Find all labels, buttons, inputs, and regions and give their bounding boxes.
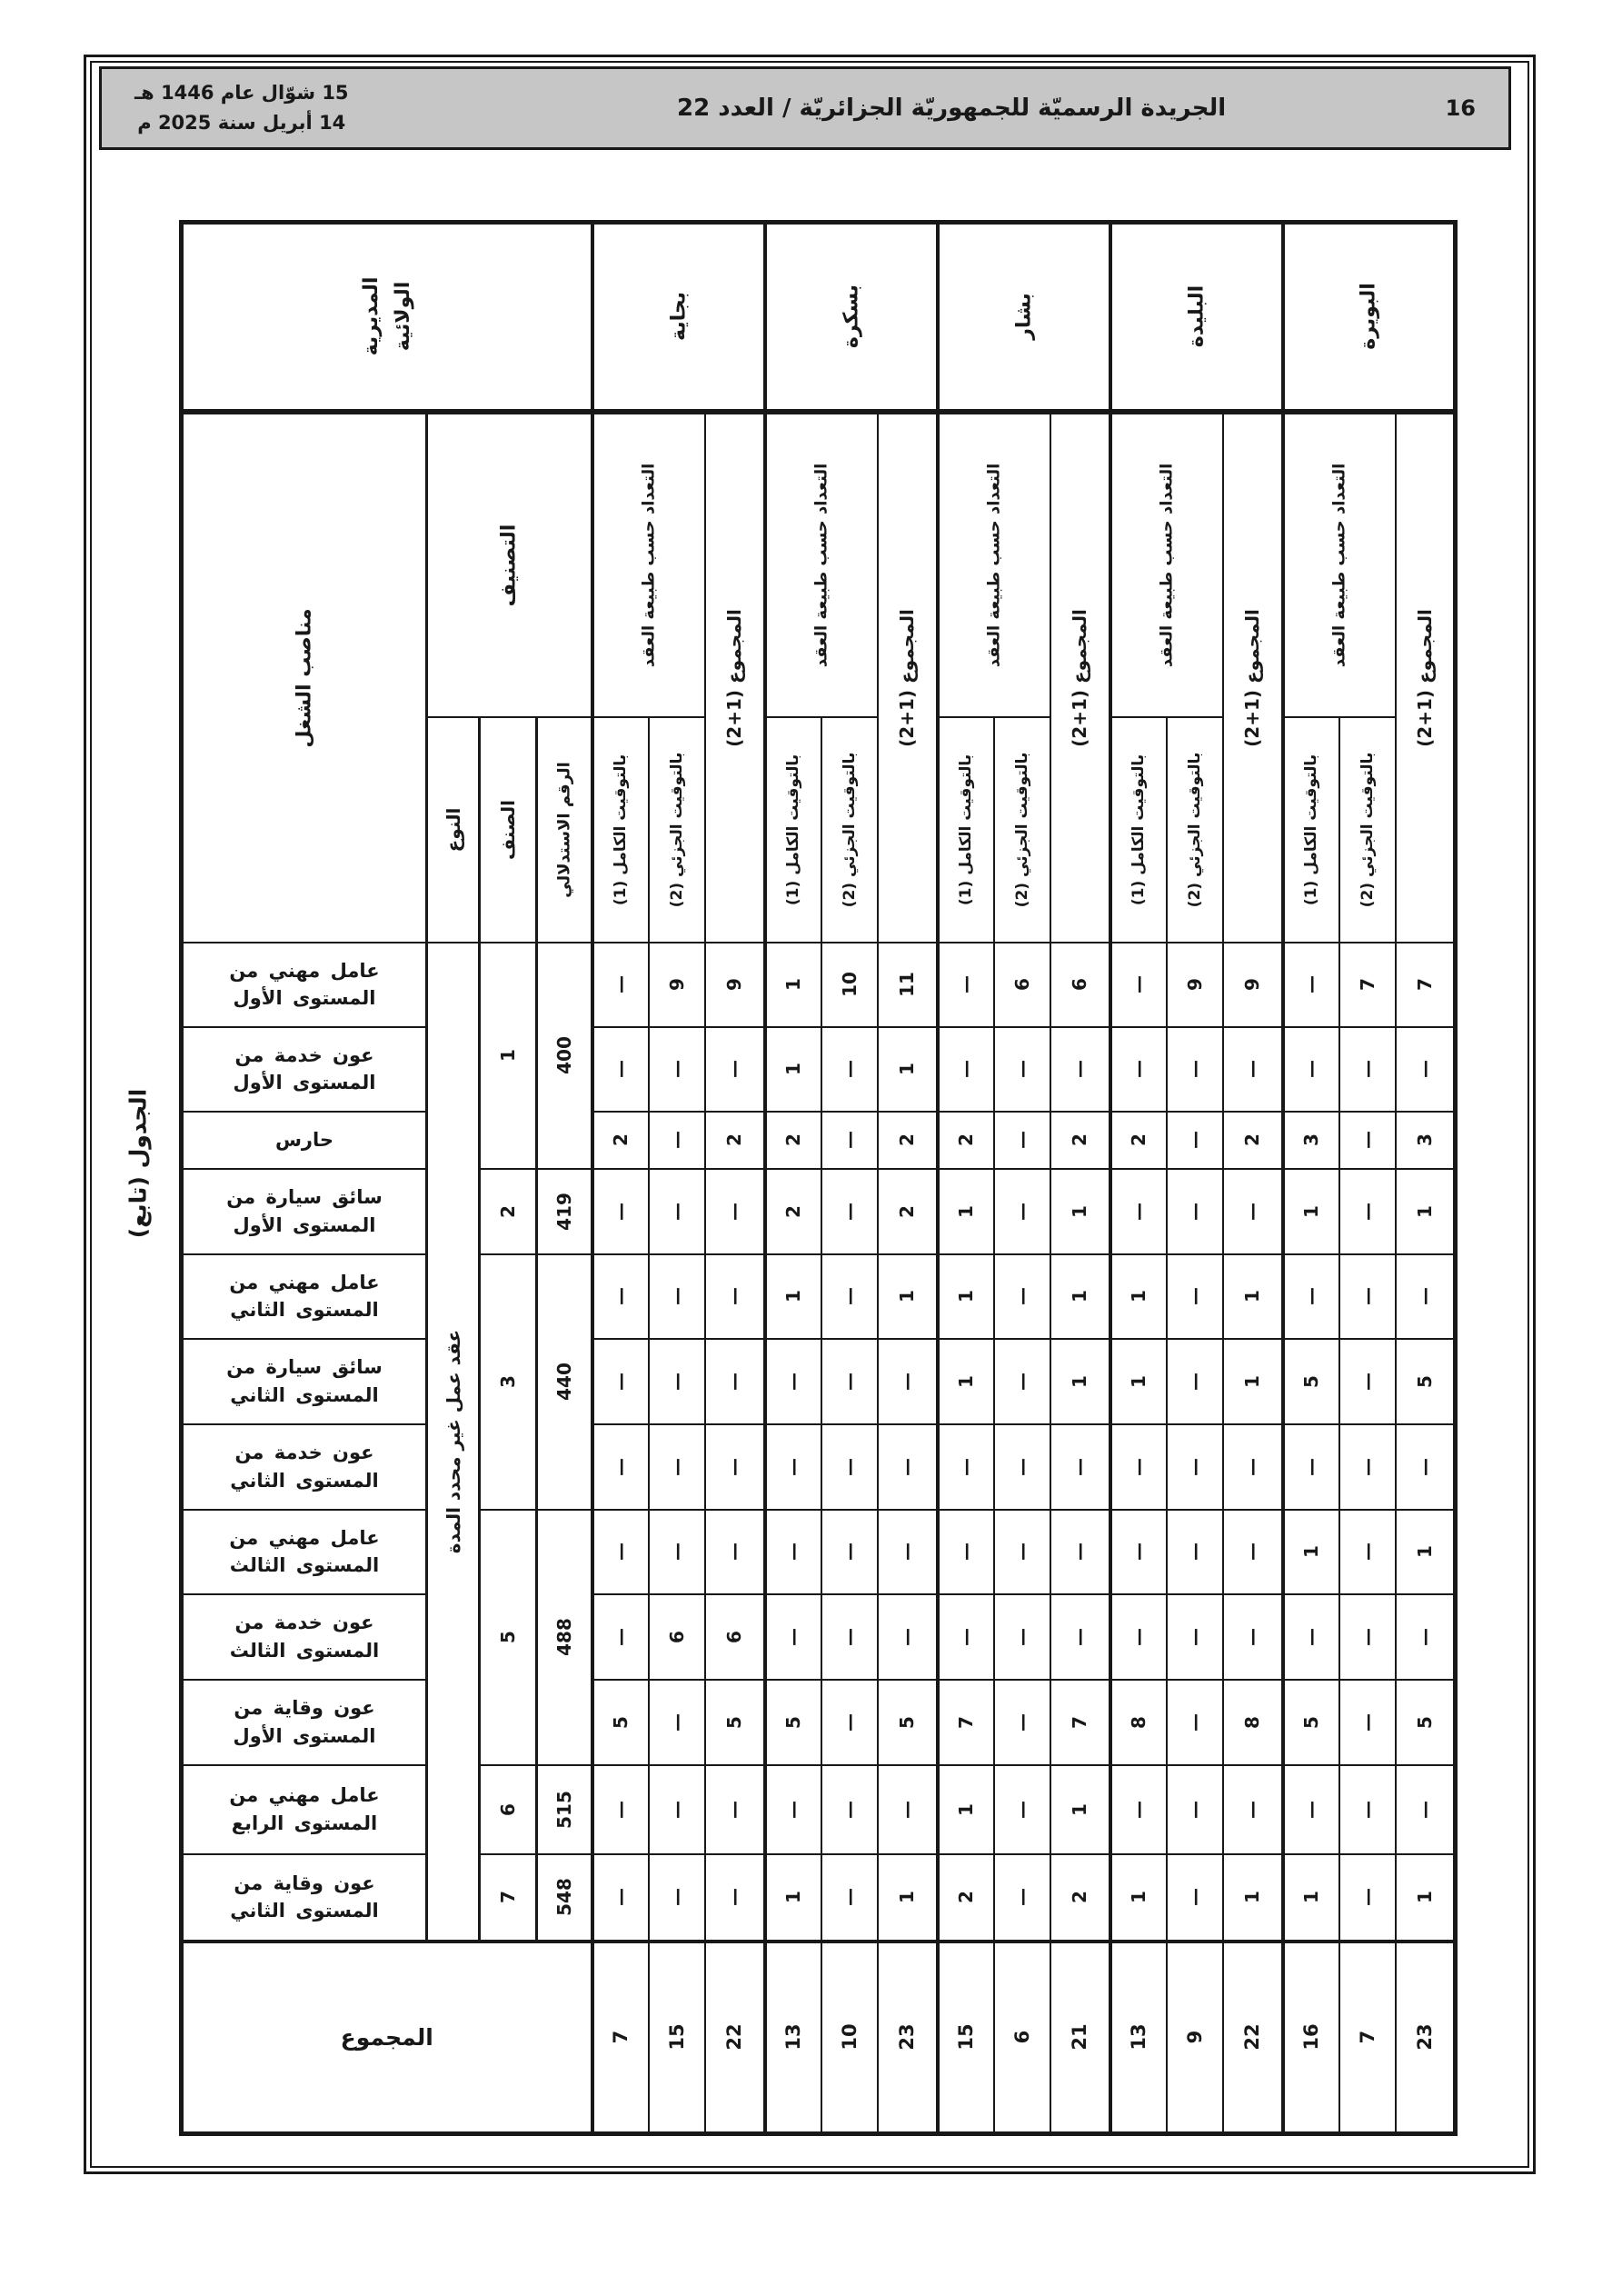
value-cell: — (1167, 1854, 1223, 1942)
value-cell: — (705, 1027, 765, 1112)
value-cell: 2 (705, 1112, 765, 1169)
margin-note: الجدول (تابع) (124, 1088, 152, 1239)
value-cell: — (1283, 1424, 1339, 1510)
table-row (182, 1027, 1456, 1112)
value-cell: 6 (1050, 943, 1110, 1027)
value-cell: 2 (1223, 1112, 1283, 1169)
value-cell: — (1167, 1112, 1223, 1169)
count-by-contract-header-cell: التعداد حسب طبيعة العقد (765, 412, 878, 717)
header-row-groups (182, 412, 1456, 717)
value-cell: — (1339, 1112, 1396, 1169)
value-cell: — (1339, 1339, 1396, 1424)
value-cell: 7 (938, 1680, 994, 1765)
value-cell: 2 (878, 1169, 938, 1254)
journal-title: الجريدة الرسميّة للجمهوريّة الجزائريّة / العدد 22 (677, 95, 1227, 122)
value-cell: — (1167, 1254, 1223, 1339)
value-cell: — (994, 1254, 1050, 1339)
value-cell: — (821, 1027, 878, 1112)
total-value-cell: 13 (1110, 1942, 1167, 2134)
value-cell: — (649, 1680, 705, 1765)
value-cell: 1 (765, 1027, 821, 1112)
category-cell: 5 (480, 1510, 537, 1765)
value-cell: — (1339, 1680, 1396, 1765)
total-1-2-header-cell: المجموع (1+2) (1050, 412, 1110, 943)
staff-table (179, 220, 1458, 2136)
category-cell: 1 (480, 943, 537, 1169)
value-cell: 7 (1396, 943, 1456, 1027)
value-cell: 1 (765, 943, 821, 1027)
value-cell: 1 (938, 1765, 994, 1854)
count-by-contract-header-cell: التعداد حسب طبيعة العقد (592, 412, 705, 717)
value-cell: 2 (1110, 1112, 1167, 1169)
total-label-cell: المجموع (182, 1942, 592, 2134)
value-cell: — (1339, 1027, 1396, 1112)
value-cell: — (821, 1765, 878, 1854)
total-value-cell: 22 (1223, 1942, 1283, 2134)
value-cell: 2 (765, 1169, 821, 1254)
value-cell: — (705, 1510, 765, 1594)
value-cell: — (1283, 1765, 1339, 1854)
value-cell: — (705, 1169, 765, 1254)
value-cell: — (592, 1854, 649, 1942)
value-cell: — (1339, 1594, 1396, 1680)
value-cell: — (1223, 1027, 1283, 1112)
page-number: 16 (1445, 95, 1476, 121)
value-cell: 6 (705, 1594, 765, 1680)
value-cell: 1 (1050, 1254, 1110, 1339)
job-title-cell: سائق سيارة من المستوى الثاني (182, 1339, 427, 1424)
value-cell: — (592, 943, 649, 1027)
value-cell: — (1283, 1254, 1339, 1339)
hijri-date: 15 شوّال عام 1446 هـ (134, 82, 349, 105)
value-cell: — (994, 1339, 1050, 1424)
value-cell: 6 (994, 943, 1050, 1027)
value-cell: — (765, 1765, 821, 1854)
total-1-2-header-cell: المجموع (1+2) (1223, 412, 1283, 943)
value-cell: — (994, 1510, 1050, 1594)
value-cell: — (994, 1112, 1050, 1169)
table-row (182, 1424, 1456, 1510)
value-cell: — (1110, 1594, 1167, 1680)
part-time-header-cell: بالتوقيت الجزئي (2) (994, 717, 1050, 943)
value-cell: — (592, 1254, 649, 1339)
part-time-header-cell: بالتوقيت الجزئي (2) (821, 717, 878, 943)
count-by-contract-header-cell: التعداد حسب طبيعة العقد (1283, 412, 1396, 717)
index-cell: 488 (537, 1510, 592, 1765)
value-cell: — (1223, 1594, 1283, 1680)
value-cell: — (1396, 1594, 1456, 1680)
job-title-cell: عامل مهني من المستوى الرابع (182, 1765, 427, 1854)
value-cell: 2 (1050, 1112, 1110, 1169)
total-value-cell: 21 (1050, 1942, 1110, 2134)
full-time-header-cell: بالتوقيت الكامل (1) (765, 717, 821, 943)
value-cell: — (994, 1027, 1050, 1112)
value-cell: 8 (1110, 1680, 1167, 1765)
value-cell: 1 (765, 1854, 821, 1942)
value-cell: 1 (938, 1339, 994, 1424)
total-value-cell: 13 (765, 1942, 821, 2134)
total-row (182, 1942, 1456, 2134)
table-row (182, 1854, 1456, 1942)
value-cell: — (705, 1339, 765, 1424)
value-cell: 2 (938, 1854, 994, 1942)
value-cell: 7 (1339, 943, 1396, 1027)
value-cell: 9 (649, 943, 705, 1027)
value-cell: 5 (1396, 1680, 1456, 1765)
value-cell: — (1110, 1424, 1167, 1510)
value-cell: — (1396, 1765, 1456, 1854)
value-cell: — (592, 1169, 649, 1254)
value-cell: 2 (878, 1112, 938, 1169)
job-title-cell: عامل مهني من المستوى الثالث (182, 1510, 427, 1594)
value-cell: 1 (765, 1254, 821, 1339)
value-cell: 1 (1283, 1510, 1339, 1594)
value-cell: — (878, 1765, 938, 1854)
full-time-header-cell: بالتوقيت الكامل (1) (592, 717, 649, 943)
category-cell: 3 (480, 1254, 537, 1510)
value-cell: 1 (938, 1169, 994, 1254)
value-cell: — (821, 1594, 878, 1680)
value-cell: — (649, 1169, 705, 1254)
wilaya-header-bejaia: بجاية (592, 223, 765, 412)
value-cell: — (649, 1854, 705, 1942)
index-number-header-cell: الرقم الاستدلالي (537, 717, 592, 943)
total-value-cell: 15 (649, 1942, 705, 2134)
value-cell: — (821, 1254, 878, 1339)
value-cell: 1 (1050, 1765, 1110, 1854)
total-value-cell: 15 (938, 1942, 994, 2134)
value-cell: — (705, 1765, 765, 1854)
value-cell: — (1339, 1254, 1396, 1339)
value-cell: — (765, 1510, 821, 1594)
value-cell: — (878, 1510, 938, 1594)
table-row (182, 1112, 1456, 1169)
total-value-cell: 9 (1167, 1942, 1223, 2134)
contract-type-cell: عقد عمل غير محدد المدة (427, 943, 480, 1942)
value-cell: — (649, 1254, 705, 1339)
wilaya-header-biskra: بسكرة (765, 223, 938, 412)
table-row (182, 1254, 1456, 1339)
count-by-contract-header-cell: التعداد حسب طبيعة العقد (938, 412, 1050, 717)
value-cell: — (821, 1112, 878, 1169)
value-cell: — (878, 1339, 938, 1424)
full-time-header-cell: بالتوقيت الكامل (1) (1110, 717, 1167, 943)
value-cell: 1 (1396, 1854, 1456, 1942)
total-value-cell: 10 (821, 1942, 878, 2134)
value-cell: 1 (1223, 1854, 1283, 1942)
value-cell: — (649, 1424, 705, 1510)
job-title-cell: سائق سيارة من المستوى الأول (182, 1169, 427, 1254)
masthead-dates (134, 78, 349, 137)
directorate-header: المديرية الولائية (359, 276, 414, 356)
value-cell: — (821, 1680, 878, 1765)
classification-header-cell: التصنيف (427, 412, 592, 717)
index-cell: 440 (537, 1254, 592, 1510)
value-cell: 1 (878, 1854, 938, 1942)
value-cell: 2 (1050, 1854, 1110, 1942)
value-cell: — (705, 1254, 765, 1339)
value-cell: 10 (821, 943, 878, 1027)
value-cell: — (649, 1339, 705, 1424)
value-cell: 1 (1050, 1339, 1110, 1424)
value-cell: — (1283, 1027, 1339, 1112)
value-cell: — (1339, 1169, 1396, 1254)
job-title-cell: عامل مهني من المستوى الأول (182, 943, 427, 1027)
total-value-cell: 7 (1339, 1942, 1396, 2134)
job-title-cell: عامل مهني من المستوى الثاني (182, 1254, 427, 1339)
value-cell: — (938, 1027, 994, 1112)
value-cell: — (821, 1169, 878, 1254)
value-cell: — (938, 943, 994, 1027)
value-cell: 1 (1396, 1169, 1456, 1254)
value-cell: 8 (1223, 1680, 1283, 1765)
value-cell: — (821, 1424, 878, 1510)
value-cell: — (592, 1027, 649, 1112)
value-cell: — (649, 1510, 705, 1594)
value-cell: 5 (1283, 1680, 1339, 1765)
value-cell: — (1339, 1765, 1396, 1854)
value-cell: — (994, 1594, 1050, 1680)
value-cell: — (878, 1594, 938, 1680)
job-title-cell: حارس (182, 1112, 427, 1169)
job-title-cell: عون وقاية من المستوى الأول (182, 1680, 427, 1765)
value-cell: 1 (1110, 1339, 1167, 1424)
value-cell: 1 (1223, 1339, 1283, 1424)
value-cell: 1 (1110, 1854, 1167, 1942)
category-header-cell: الصنف (480, 717, 537, 943)
value-cell: — (765, 1594, 821, 1680)
value-cell: — (1167, 1027, 1223, 1112)
value-cell: 1 (878, 1254, 938, 1339)
value-cell: — (994, 1680, 1050, 1765)
value-cell: — (1396, 1027, 1456, 1112)
total-1-2-header-cell: المجموع (1+2) (705, 412, 765, 943)
category-cell: 6 (480, 1765, 537, 1854)
value-cell: 5 (765, 1680, 821, 1765)
value-cell: — (938, 1510, 994, 1594)
value-cell: — (592, 1339, 649, 1424)
value-cell: — (1050, 1424, 1110, 1510)
value-cell: — (705, 1424, 765, 1510)
value-cell: 2 (938, 1112, 994, 1169)
total-value-cell: 23 (1396, 1942, 1456, 2134)
value-cell: — (1167, 1424, 1223, 1510)
value-cell: — (821, 1339, 878, 1424)
value-cell: — (1339, 1854, 1396, 1942)
value-cell: 9 (705, 943, 765, 1027)
value-cell: — (592, 1424, 649, 1510)
value-cell: 1 (1396, 1510, 1456, 1594)
type-header-cell: النوع (427, 717, 480, 943)
value-cell: — (592, 1594, 649, 1680)
job-title-cell: عون وقاية من المستوى الثاني (182, 1854, 427, 1942)
value-cell: 5 (878, 1680, 938, 1765)
value-cell: 1 (1110, 1254, 1167, 1339)
value-cell: — (1223, 1424, 1283, 1510)
table-row (182, 1339, 1456, 1424)
value-cell: — (1050, 1594, 1110, 1680)
value-cell: — (592, 1510, 649, 1594)
value-cell: 1 (1283, 1169, 1339, 1254)
index-cell: 515 (537, 1765, 592, 1854)
value-cell: 5 (1283, 1339, 1339, 1424)
total-value-cell: 23 (878, 1942, 938, 2134)
value-cell: — (1167, 1594, 1223, 1680)
value-cell: — (1396, 1424, 1456, 1510)
total-value-cell: 22 (705, 1942, 765, 2134)
value-cell: — (878, 1424, 938, 1510)
value-cell: 9 (1223, 943, 1283, 1027)
positions-header-cell: مناصب الشغل (182, 412, 427, 943)
header-row-wilayas (182, 223, 1456, 412)
value-cell: — (1110, 1510, 1167, 1594)
value-cell: — (649, 1765, 705, 1854)
total-value-cell: 16 (1283, 1942, 1339, 2134)
value-cell: — (821, 1854, 878, 1942)
full-time-header-cell: بالتوقيت الكامل (1) (1283, 717, 1339, 943)
value-cell: — (1396, 1254, 1456, 1339)
value-cell: 6 (649, 1594, 705, 1680)
value-cell: — (705, 1854, 765, 1942)
value-cell: — (1167, 1339, 1223, 1424)
masthead-strip (99, 66, 1511, 150)
gregorian-date: 14 أبريل سنة 2025 م (137, 112, 346, 134)
value-cell: — (1223, 1169, 1283, 1254)
value-cell: 1 (1223, 1254, 1283, 1339)
value-cell: — (994, 1854, 1050, 1942)
index-cell: 400 (537, 943, 592, 1169)
value-cell: — (1339, 1510, 1396, 1594)
total-1-2-header-cell: المجموع (1+2) (878, 412, 938, 943)
value-cell: — (1110, 1169, 1167, 1254)
index-cell: 419 (537, 1169, 592, 1254)
value-cell: — (1110, 1765, 1167, 1854)
value-cell: 11 (878, 943, 938, 1027)
value-cell: — (938, 1594, 994, 1680)
value-cell: — (1167, 1765, 1223, 1854)
value-cell: — (1110, 1027, 1167, 1112)
wilaya-header-blida: البليدة (1110, 223, 1283, 412)
value-cell: 1 (1283, 1854, 1339, 1942)
value-cell: 7 (1050, 1680, 1110, 1765)
count-by-contract-header-cell: التعداد حسب طبيعة العقد (1110, 412, 1223, 717)
value-cell: 3 (1396, 1112, 1456, 1169)
value-cell: 1 (878, 1027, 938, 1112)
value-cell: — (765, 1424, 821, 1510)
value-cell: — (1167, 1169, 1223, 1254)
value-cell: — (1050, 1510, 1110, 1594)
table-row (182, 943, 1456, 1027)
value-cell: — (821, 1510, 878, 1594)
value-cell: — (994, 1169, 1050, 1254)
value-cell: 5 (705, 1680, 765, 1765)
value-cell: 5 (1396, 1339, 1456, 1424)
value-cell: — (1283, 1594, 1339, 1680)
job-title-cell: عون خدمة من المستوى الأول (182, 1027, 427, 1112)
value-cell: 5 (592, 1680, 649, 1765)
value-cell: — (649, 1112, 705, 1169)
total-value-cell: 7 (592, 1942, 649, 2134)
value-cell: 2 (765, 1112, 821, 1169)
job-title-cell: عون خدمة من المستوى الثالث (182, 1594, 427, 1680)
value-cell: 1 (1050, 1169, 1110, 1254)
total-1-2-header-cell: المجموع (1+2) (1396, 412, 1456, 943)
value-cell: — (1223, 1765, 1283, 1854)
value-cell: — (765, 1339, 821, 1424)
value-cell: — (1110, 943, 1167, 1027)
value-cell: 1 (938, 1254, 994, 1339)
directorate-header-cell (182, 223, 592, 412)
value-cell: — (994, 1424, 1050, 1510)
value-cell: — (1167, 1510, 1223, 1594)
table-row (182, 1594, 1456, 1680)
value-cell: — (994, 1765, 1050, 1854)
total-value-cell: 6 (994, 1942, 1050, 2134)
value-cell: — (938, 1424, 994, 1510)
value-cell: — (649, 1027, 705, 1112)
part-time-header-cell: بالتوقيت الجزئي (2) (1339, 717, 1396, 943)
table-row (182, 1765, 1456, 1854)
category-cell: 2 (480, 1169, 537, 1254)
value-cell: — (592, 1765, 649, 1854)
full-time-header-cell: بالتوقيت الكامل (1) (938, 717, 994, 943)
value-cell: — (1339, 1424, 1396, 1510)
part-time-header-cell: بالتوقيت الجزئي (2) (1167, 717, 1223, 943)
value-cell: — (1283, 943, 1339, 1027)
table-row (182, 1510, 1456, 1594)
wilaya-header-bouira: البويرة (1283, 223, 1456, 412)
index-cell: 548 (537, 1854, 592, 1942)
wilaya-header-bechar: بشار (938, 223, 1110, 412)
job-title-cell: عون خدمة من المستوى الثاني (182, 1424, 427, 1510)
table-row (182, 1169, 1456, 1254)
table-row (182, 1680, 1456, 1765)
value-cell: 3 (1283, 1112, 1339, 1169)
value-cell: 9 (1167, 943, 1223, 1027)
value-cell: 2 (592, 1112, 649, 1169)
value-cell: — (1050, 1027, 1110, 1112)
part-time-header-cell: بالتوقيت الجزئي (2) (649, 717, 705, 943)
value-cell: — (1167, 1680, 1223, 1765)
category-cell: 7 (480, 1854, 537, 1942)
value-cell: — (1223, 1510, 1283, 1594)
